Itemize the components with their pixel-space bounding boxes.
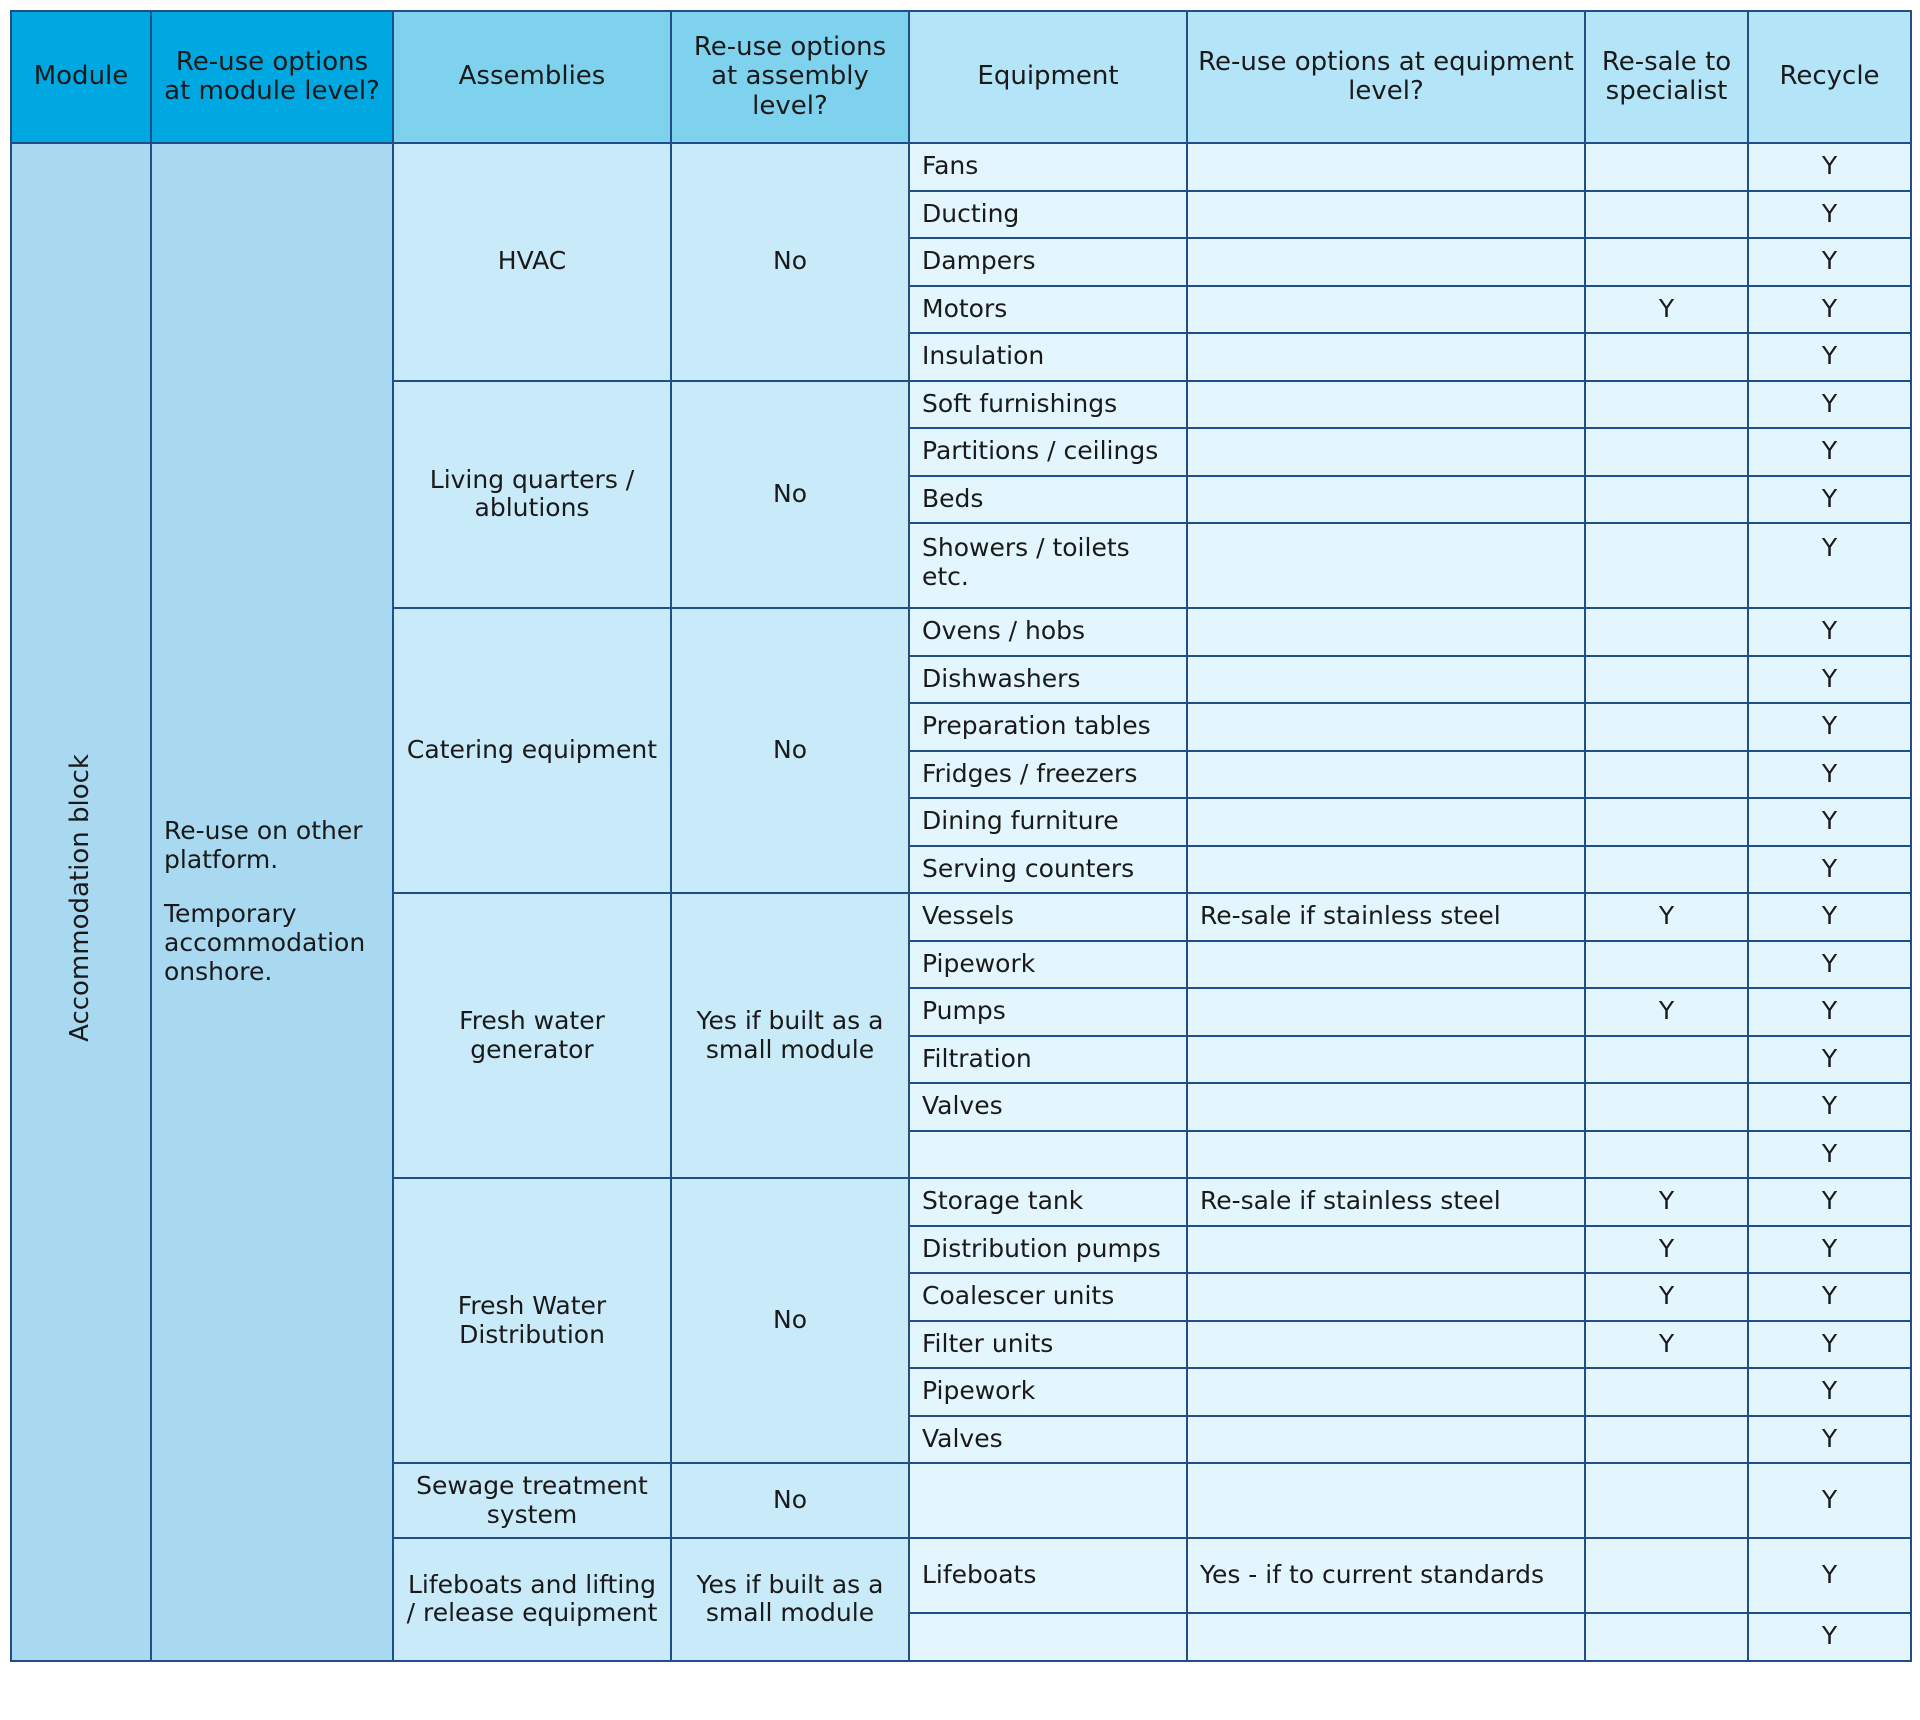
resale-cell: Y bbox=[1585, 1273, 1748, 1321]
equipment-name: Pipework bbox=[909, 941, 1187, 989]
assembly-name: HVAC bbox=[393, 143, 671, 381]
equipment-name: Vessels bbox=[909, 893, 1187, 941]
equipment-reuse bbox=[1187, 381, 1585, 429]
reuse-options-table bbox=[10, 10, 1912, 1662]
assembly-reuse: Yes if built as a small module bbox=[671, 893, 909, 1178]
recycle-cell: Y bbox=[1748, 1321, 1911, 1369]
equipment-name: Serving counters bbox=[909, 846, 1187, 894]
equipment-reuse bbox=[1187, 523, 1585, 608]
resale-cell bbox=[1585, 428, 1748, 476]
resale-cell bbox=[1585, 523, 1748, 608]
recycle-cell: Y bbox=[1748, 1368, 1911, 1416]
recycle-cell: Y bbox=[1748, 988, 1911, 1036]
equipment-reuse bbox=[1187, 988, 1585, 1036]
equipment-reuse bbox=[1187, 1368, 1585, 1416]
resale-cell bbox=[1585, 1416, 1748, 1464]
equipment-name: Ducting bbox=[909, 191, 1187, 239]
header-recycle: Recycle bbox=[1748, 11, 1911, 143]
assembly-reuse: Yes if built as a small module bbox=[671, 1538, 909, 1661]
resale-cell bbox=[1585, 1463, 1748, 1538]
assembly-name: Sewage treatment system bbox=[393, 1463, 671, 1538]
assembly-reuse: No bbox=[671, 143, 909, 381]
reuse-table-container bbox=[10, 10, 1910, 1662]
resale-cell: Y bbox=[1585, 1226, 1748, 1274]
equipment-name: Showers / toilets etc. bbox=[909, 523, 1187, 608]
recycle-cell: Y bbox=[1748, 143, 1911, 191]
recycle-cell: Y bbox=[1748, 1036, 1911, 1084]
equipment-reuse bbox=[1187, 656, 1585, 704]
header-module: Module bbox=[11, 11, 151, 143]
resale-cell bbox=[1585, 1036, 1748, 1084]
assembly-reuse: No bbox=[671, 1463, 909, 1538]
recycle-cell: Y bbox=[1748, 1178, 1911, 1226]
recycle-cell: Y bbox=[1748, 751, 1911, 799]
resale-cell bbox=[1585, 476, 1748, 524]
equipment-reuse bbox=[1187, 286, 1585, 334]
equipment-name: Preparation tables bbox=[909, 703, 1187, 751]
equipment-name: Storage tank bbox=[909, 1178, 1187, 1226]
recycle-cell: Y bbox=[1748, 381, 1911, 429]
recycle-cell: Y bbox=[1748, 846, 1911, 894]
recycle-cell: Y bbox=[1748, 1613, 1911, 1661]
resale-cell bbox=[1585, 798, 1748, 846]
equipment-reuse bbox=[1187, 1083, 1585, 1131]
recycle-cell: Y bbox=[1748, 1083, 1911, 1131]
equipment-name: Filter units bbox=[909, 1321, 1187, 1369]
assembly-name: Catering equipment bbox=[393, 608, 671, 893]
recycle-cell: Y bbox=[1748, 1463, 1911, 1538]
resale-cell bbox=[1585, 333, 1748, 381]
module-name: Accommodation block bbox=[65, 754, 96, 1043]
assembly-reuse: No bbox=[671, 381, 909, 609]
equipment-reuse bbox=[1187, 846, 1585, 894]
resale-cell: Y bbox=[1585, 893, 1748, 941]
equipment-name bbox=[909, 1131, 1187, 1179]
module-cell bbox=[11, 143, 151, 1661]
recycle-cell: Y bbox=[1748, 703, 1911, 751]
recycle-cell: Y bbox=[1748, 656, 1911, 704]
equipment-reuse bbox=[1187, 238, 1585, 286]
equipment-reuse bbox=[1187, 1131, 1585, 1179]
resale-cell bbox=[1585, 846, 1748, 894]
equipment-name: Filtration bbox=[909, 1036, 1187, 1084]
header-module-reuse: Re-use options at module level? bbox=[151, 11, 393, 143]
header-assembly-reuse: Re-use options at assembly level? bbox=[671, 11, 909, 143]
recycle-cell: Y bbox=[1748, 798, 1911, 846]
equipment-name: Pumps bbox=[909, 988, 1187, 1036]
table-body bbox=[11, 143, 1911, 1661]
recycle-cell: Y bbox=[1748, 191, 1911, 239]
module-reuse-cell bbox=[151, 143, 393, 1661]
equipment-name: Fans bbox=[909, 143, 1187, 191]
equipment-name: Partitions / ceilings bbox=[909, 428, 1187, 476]
header-assemblies: Assemblies bbox=[393, 11, 671, 143]
recycle-cell: Y bbox=[1748, 1273, 1911, 1321]
equipment-name: Distribution pumps bbox=[909, 1226, 1187, 1274]
resale-cell bbox=[1585, 1083, 1748, 1131]
recycle-cell: Y bbox=[1748, 1538, 1911, 1613]
equipment-reuse bbox=[1187, 1321, 1585, 1369]
equipment-reuse bbox=[1187, 333, 1585, 381]
recycle-cell: Y bbox=[1748, 941, 1911, 989]
resale-cell bbox=[1585, 1613, 1748, 1661]
resale-cell bbox=[1585, 608, 1748, 656]
resale-cell: Y bbox=[1585, 988, 1748, 1036]
equipment-reuse bbox=[1187, 1463, 1585, 1538]
equipment-reuse bbox=[1187, 1416, 1585, 1464]
equipment-reuse bbox=[1187, 428, 1585, 476]
recycle-cell: Y bbox=[1748, 1416, 1911, 1464]
equipment-name: Soft furnishings bbox=[909, 381, 1187, 429]
equipment-reuse: Re-sale if stainless steel bbox=[1187, 1178, 1585, 1226]
resale-cell bbox=[1585, 1368, 1748, 1416]
equipment-name bbox=[909, 1613, 1187, 1661]
equipment-reuse: Yes - if to current standards bbox=[1187, 1538, 1585, 1613]
equipment-reuse: Re-sale if stainless steel bbox=[1187, 893, 1585, 941]
equipment-name: Lifeboats bbox=[909, 1538, 1187, 1613]
equipment-name: Valves bbox=[909, 1416, 1187, 1464]
equipment-reuse bbox=[1187, 191, 1585, 239]
equipment-reuse bbox=[1187, 798, 1585, 846]
equipment-reuse bbox=[1187, 1273, 1585, 1321]
module-reuse-text: Re-use on other platform. bbox=[164, 815, 363, 874]
resale-cell: Y bbox=[1585, 286, 1748, 334]
resale-cell bbox=[1585, 191, 1748, 239]
equipment-name: Dampers bbox=[909, 238, 1187, 286]
equipment-name: Ovens / hobs bbox=[909, 608, 1187, 656]
recycle-cell: Y bbox=[1748, 476, 1911, 524]
equipment-reuse bbox=[1187, 1613, 1585, 1661]
equipment-reuse bbox=[1187, 608, 1585, 656]
equipment-reuse bbox=[1187, 1036, 1585, 1084]
equipment-name: Fridges / freezers bbox=[909, 751, 1187, 799]
header-equipment: Equipment bbox=[909, 11, 1187, 143]
resale-cell bbox=[1585, 381, 1748, 429]
equipment-name bbox=[909, 1463, 1187, 1538]
assembly-reuse: No bbox=[671, 1178, 909, 1463]
equipment-reuse bbox=[1187, 703, 1585, 751]
resale-cell: Y bbox=[1585, 1321, 1748, 1369]
equipment-reuse bbox=[1187, 143, 1585, 191]
resale-cell bbox=[1585, 238, 1748, 286]
resale-cell bbox=[1585, 143, 1748, 191]
equipment-name: Motors bbox=[909, 286, 1187, 334]
equipment-name: Valves bbox=[909, 1083, 1187, 1131]
equipment-name: Dishwashers bbox=[909, 656, 1187, 704]
header-resale: Re-sale to specialist bbox=[1585, 11, 1748, 143]
assembly-name: Living quarters / ablutions bbox=[393, 381, 671, 609]
recycle-cell: Y bbox=[1748, 523, 1911, 608]
recycle-cell: Y bbox=[1748, 238, 1911, 286]
recycle-cell: Y bbox=[1748, 1131, 1911, 1179]
recycle-cell: Y bbox=[1748, 286, 1911, 334]
equipment-name: Beds bbox=[909, 476, 1187, 524]
resale-cell bbox=[1585, 656, 1748, 704]
resale-cell bbox=[1585, 1538, 1748, 1613]
module-reuse-text: Temporary accommodation onshore. bbox=[164, 899, 366, 986]
equipment-name: Pipework bbox=[909, 1368, 1187, 1416]
equipment-reuse bbox=[1187, 476, 1585, 524]
equipment-reuse bbox=[1187, 1226, 1585, 1274]
assembly-name: Fresh Water Distribution bbox=[393, 1178, 671, 1463]
equipment-name: Dining furniture bbox=[909, 798, 1187, 846]
equipment-name: Insulation bbox=[909, 333, 1187, 381]
equipment-reuse bbox=[1187, 941, 1585, 989]
recycle-cell: Y bbox=[1748, 1226, 1911, 1274]
header-equipment-reuse: Re-use options at equipment level? bbox=[1187, 11, 1585, 143]
assembly-reuse: No bbox=[671, 608, 909, 893]
recycle-cell: Y bbox=[1748, 428, 1911, 476]
recycle-cell: Y bbox=[1748, 333, 1911, 381]
assembly-name: Lifeboats and lifting / release equipment bbox=[393, 1538, 671, 1661]
equipment-reuse bbox=[1187, 751, 1585, 799]
resale-cell bbox=[1585, 751, 1748, 799]
header-row bbox=[11, 11, 1911, 143]
assembly-name: Fresh water generator bbox=[393, 893, 671, 1178]
equipment-name: Coalescer units bbox=[909, 1273, 1187, 1321]
resale-cell bbox=[1585, 1131, 1748, 1179]
recycle-cell: Y bbox=[1748, 608, 1911, 656]
table-row bbox=[11, 143, 1911, 191]
recycle-cell: Y bbox=[1748, 893, 1911, 941]
resale-cell bbox=[1585, 941, 1748, 989]
resale-cell: Y bbox=[1585, 1178, 1748, 1226]
resale-cell bbox=[1585, 703, 1748, 751]
